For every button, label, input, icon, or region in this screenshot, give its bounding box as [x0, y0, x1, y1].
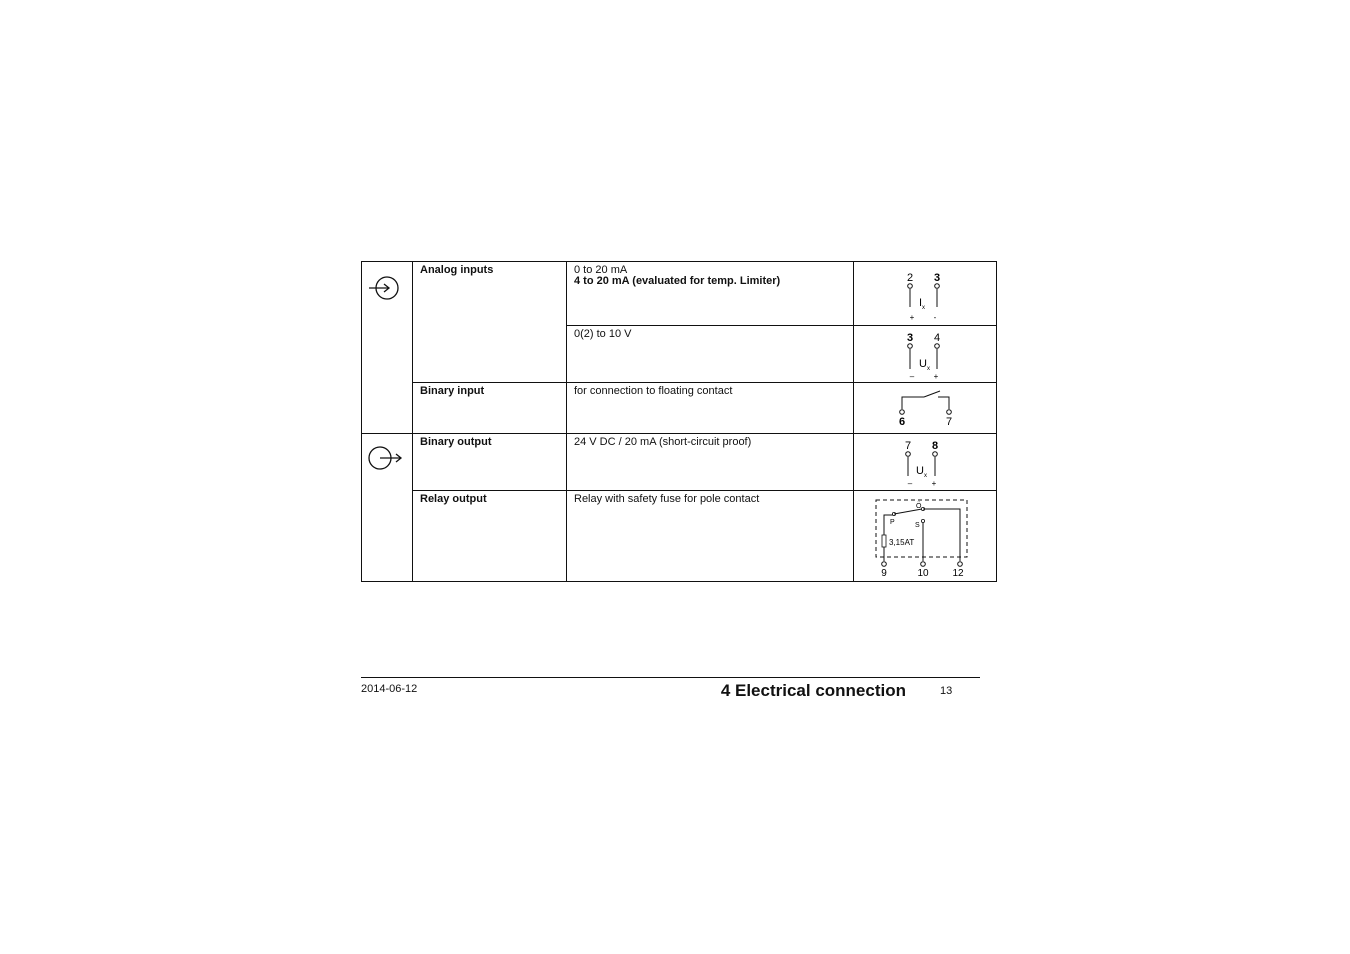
terminal-label: 6 [898, 416, 906, 428]
footer-rule [361, 677, 980, 678]
row-name: Analog inputs [420, 264, 494, 276]
contact-label: S [915, 522, 920, 529]
contact-label: P [890, 519, 895, 526]
terminal-label: 12 [952, 568, 964, 579]
binary-input-desc-cell [567, 383, 854, 434]
polarity-label: + [931, 479, 937, 488]
terminal-label: 7 [945, 416, 953, 428]
symbol-subscript: x [927, 366, 930, 372]
footer-chapter-title: 4 Electrical connection [720, 681, 906, 700]
binary-input-name-cell [413, 383, 567, 434]
row-desc: for connection to floating contact [574, 385, 733, 397]
polarity-label: - [933, 313, 937, 322]
row-desc-line1: 0 to 20 mA [574, 264, 628, 276]
relay-contact-diagram [854, 491, 996, 580]
polarity-label: – [907, 479, 913, 488]
row-desc: 24 V DC / 20 mA (short-circuit proof) [574, 436, 752, 448]
terminal-label: 8 [931, 440, 939, 452]
terminal-label: 3 [906, 332, 914, 344]
outputs-symbol-cell [362, 434, 413, 582]
binary-output-desc-cell [567, 434, 854, 491]
terminal-label: 2 [906, 272, 914, 284]
polarity-label: + [909, 313, 915, 322]
polarity-label: – [909, 372, 915, 381]
relay-output-name-cell [413, 491, 567, 582]
page-number: 13 [940, 685, 953, 697]
voltage-input-diagram [854, 326, 996, 381]
fuse-label: 3,15AT [889, 538, 915, 547]
voltage-output-diagram [854, 434, 996, 489]
inputs-symbol-cell [362, 262, 413, 434]
output-arrow-icon [367, 443, 403, 473]
terminal-label: 7 [904, 440, 912, 452]
binary-output-diagram-cell [854, 434, 997, 491]
binary-output-name-cell [413, 434, 567, 491]
analog-inputs-name-cell [413, 262, 567, 383]
row-name: Binary input [420, 385, 485, 397]
row-name: Binary output [420, 436, 492, 448]
row-desc-line2: 4 to 20 mA (evaluated for temp. Limiter) [574, 275, 781, 287]
terminal-label: 9 [881, 568, 887, 579]
analog-current-diagram-cell [854, 262, 997, 326]
voltage-symbol: U [916, 465, 924, 477]
terminal-label: 4 [933, 332, 941, 344]
relay-output-diagram-cell [854, 491, 997, 582]
voltage-symbol: U [919, 358, 927, 370]
floating-contact-diagram [854, 383, 996, 432]
analog-voltage-desc-cell [567, 326, 854, 383]
binary-input-diagram-cell [854, 383, 997, 434]
input-arrow-icon [367, 273, 403, 303]
polarity-label: + [933, 372, 939, 381]
analog-voltage-diagram-cell [854, 326, 997, 383]
current-input-diagram [854, 262, 996, 324]
row-desc: 0(2) to 10 V [574, 328, 632, 340]
row-name: Relay output [420, 493, 487, 505]
relay-output-desc-cell [567, 491, 854, 582]
terminal-label: 3 [933, 272, 941, 284]
symbol-subscript: x [924, 473, 927, 479]
current-symbol: I [919, 297, 923, 309]
analog-current-desc-cell [567, 262, 854, 326]
row-desc: Relay with safety fuse for pole contact [574, 493, 760, 505]
symbol-subscript: x [922, 305, 925, 311]
contact-label: Ö [916, 503, 922, 510]
connection-table [361, 261, 997, 582]
terminal-label: 10 [917, 568, 929, 579]
footer-date: 2014-06-12 [361, 683, 418, 695]
